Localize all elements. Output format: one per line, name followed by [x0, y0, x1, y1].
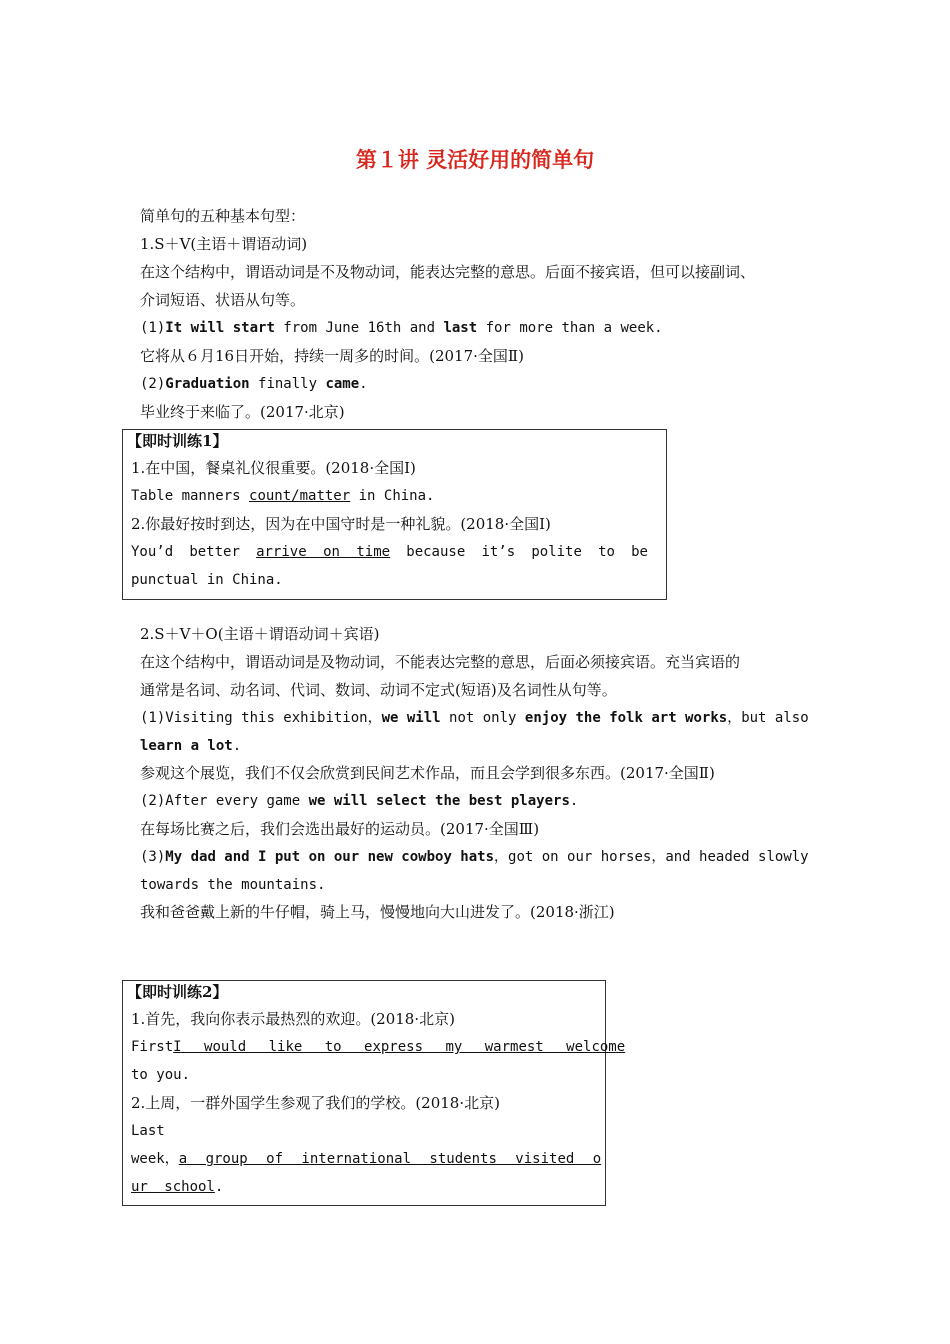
answer-text: Table manners: [131, 488, 250, 504]
practice-2-answer-1-continued: to you.: [131, 1067, 191, 1083]
practice-1-question-2: 2.你最好按时到达，因为在中国守时是一种礼貌。(2018·全国Ⅰ): [131, 515, 551, 533]
section2-example2-translation: 在每场比赛之后，我们会选出最好的运动员。(2017·全国Ⅲ): [140, 820, 540, 838]
practice-2-answer-2-line2: [131, 1149, 602, 1169]
example-text: .: [232, 738, 242, 754]
section2-example3-continued: towards the mountains.: [140, 877, 326, 893]
example-text: After every game: [165, 793, 309, 809]
answer-text: better: [189, 544, 240, 560]
answer-text: be: [631, 544, 648, 560]
section1-desc-line1: 在这个结构中，谓语动词是不及物动词，能表达完整的意思。后面不接宾语，但可以接副词、: [140, 263, 756, 281]
example-bold-part: came: [325, 376, 360, 392]
practice-1-answer-2-continued: punctual in China.: [131, 572, 283, 588]
example-number: (2): [140, 793, 166, 809]
section2-example1-translation: 参观这个展览，我们不仅会欣赏到民间艺术作品，而且会学到很多东西。(2017·全国Ⅱ): [140, 764, 715, 782]
example-text: Visiting this exhibition，: [165, 710, 382, 726]
practice-box-2-label: 【即时训练2】: [127, 983, 228, 1001]
section2-example2: [140, 791, 578, 811]
answer-blank: a group of international students visited o: [178, 1151, 602, 1167]
section2-example3: [140, 847, 809, 867]
practice-1-question-1: 1.在中国，餐桌礼仪很重要。(2018·全国Ⅰ): [131, 459, 416, 477]
practice-2-answer-1: [131, 1037, 626, 1057]
answer-text: You’d: [131, 544, 174, 560]
practice-1-answer-2: [131, 542, 648, 562]
section2-example1: [140, 708, 809, 728]
answer-blank: count/matter: [249, 488, 351, 504]
section2-desc-line1: 在这个结构中，谓语动词是及物动词，不能表达完整的意思，后面必须接宾语。充当宾语的: [140, 653, 741, 671]
intro-text: 简单句的五种基本句型：: [140, 207, 306, 225]
example-text: .: [569, 793, 579, 809]
answer-blank: ur school: [131, 1179, 215, 1195]
practice-2-question-1: 1.首先，我向你表示最热烈的欢迎。(2018·北京): [131, 1010, 455, 1028]
example-text: not only: [440, 710, 525, 726]
section2-desc-line2: 通常是名词、动名词、代词、数词、动词不定式(短语)及名词性从句等。: [140, 681, 617, 699]
answer-text: because: [406, 544, 466, 560]
example-number: (1): [140, 710, 166, 726]
example-bold-part: My dad and I put on our new cowboy hats: [165, 849, 495, 865]
practice-1-answer-1: [131, 486, 434, 506]
example-text: finally: [249, 376, 326, 392]
answer-text: week，: [131, 1151, 179, 1167]
answer-text: in China.: [350, 488, 435, 504]
example-number: (3): [140, 849, 166, 865]
example-number: (2): [140, 376, 166, 392]
practice-box-1-label: 【即时训练1】: [127, 432, 228, 450]
example-text: ，got on our horses，and headed slowly: [494, 849, 809, 865]
example-text: .: [359, 376, 368, 392]
answer-text: it’s: [481, 544, 516, 560]
example-number: (1): [140, 320, 166, 336]
answer-text: polite: [531, 544, 582, 560]
example-text: for more than a week.: [477, 320, 663, 336]
answer-text: First: [131, 1039, 174, 1055]
page-title: 第１讲 灵活好用的简单句: [355, 148, 595, 172]
practice-box-1: [122, 429, 667, 600]
example-text: ，but also: [727, 710, 809, 726]
example-bold-part: we will: [381, 710, 441, 726]
example-bold-part: Graduation: [165, 376, 250, 392]
section1-example1: [140, 318, 663, 338]
example-bold-part: we will select the best players: [308, 793, 570, 809]
practice-2-question-2: 2.上周，一群外国学生参观了我们的学校。(2018·北京): [131, 1094, 500, 1112]
answer-text: to: [598, 544, 615, 560]
section1-heading: 1.S＋V(主语＋谓语动词): [140, 235, 308, 253]
answer-text: .: [214, 1179, 224, 1195]
example-text: from June 16th and: [274, 320, 444, 336]
section2-example1-continued: [140, 736, 241, 756]
example-bold-part: last: [443, 320, 478, 336]
example-bold-part: learn a lot: [140, 738, 233, 754]
answer-blank: arrive on time: [256, 544, 391, 560]
practice-2-answer-2-line3: [131, 1177, 223, 1197]
practice-2-answer-2-line1: Last: [131, 1123, 165, 1139]
answer-blank: I would like to express my warmest welcome: [173, 1039, 626, 1055]
section1-example2-translation: 毕业终于来临了。(2017·北京): [140, 403, 345, 421]
section1-desc-line2: 介词短语、状语从句等。: [140, 291, 306, 309]
section2-example3-translation: 我和爸爸戴上新的牛仔帽，骑上马，慢慢地向大山进发了。(2018·浙江): [140, 903, 615, 921]
example-bold-part: It will start: [165, 320, 275, 336]
section1-example1-translation: 它将从６月16日开始，持续一周多的时间。(2017·全国Ⅱ): [140, 347, 524, 365]
example-bold-part: enjoy the folk art works: [524, 710, 728, 726]
practice-box-2: [122, 980, 626, 1206]
section2-heading: 2.S＋V＋O(主语＋谓语动词＋宾语): [140, 625, 380, 643]
section1-example2: [140, 374, 368, 394]
